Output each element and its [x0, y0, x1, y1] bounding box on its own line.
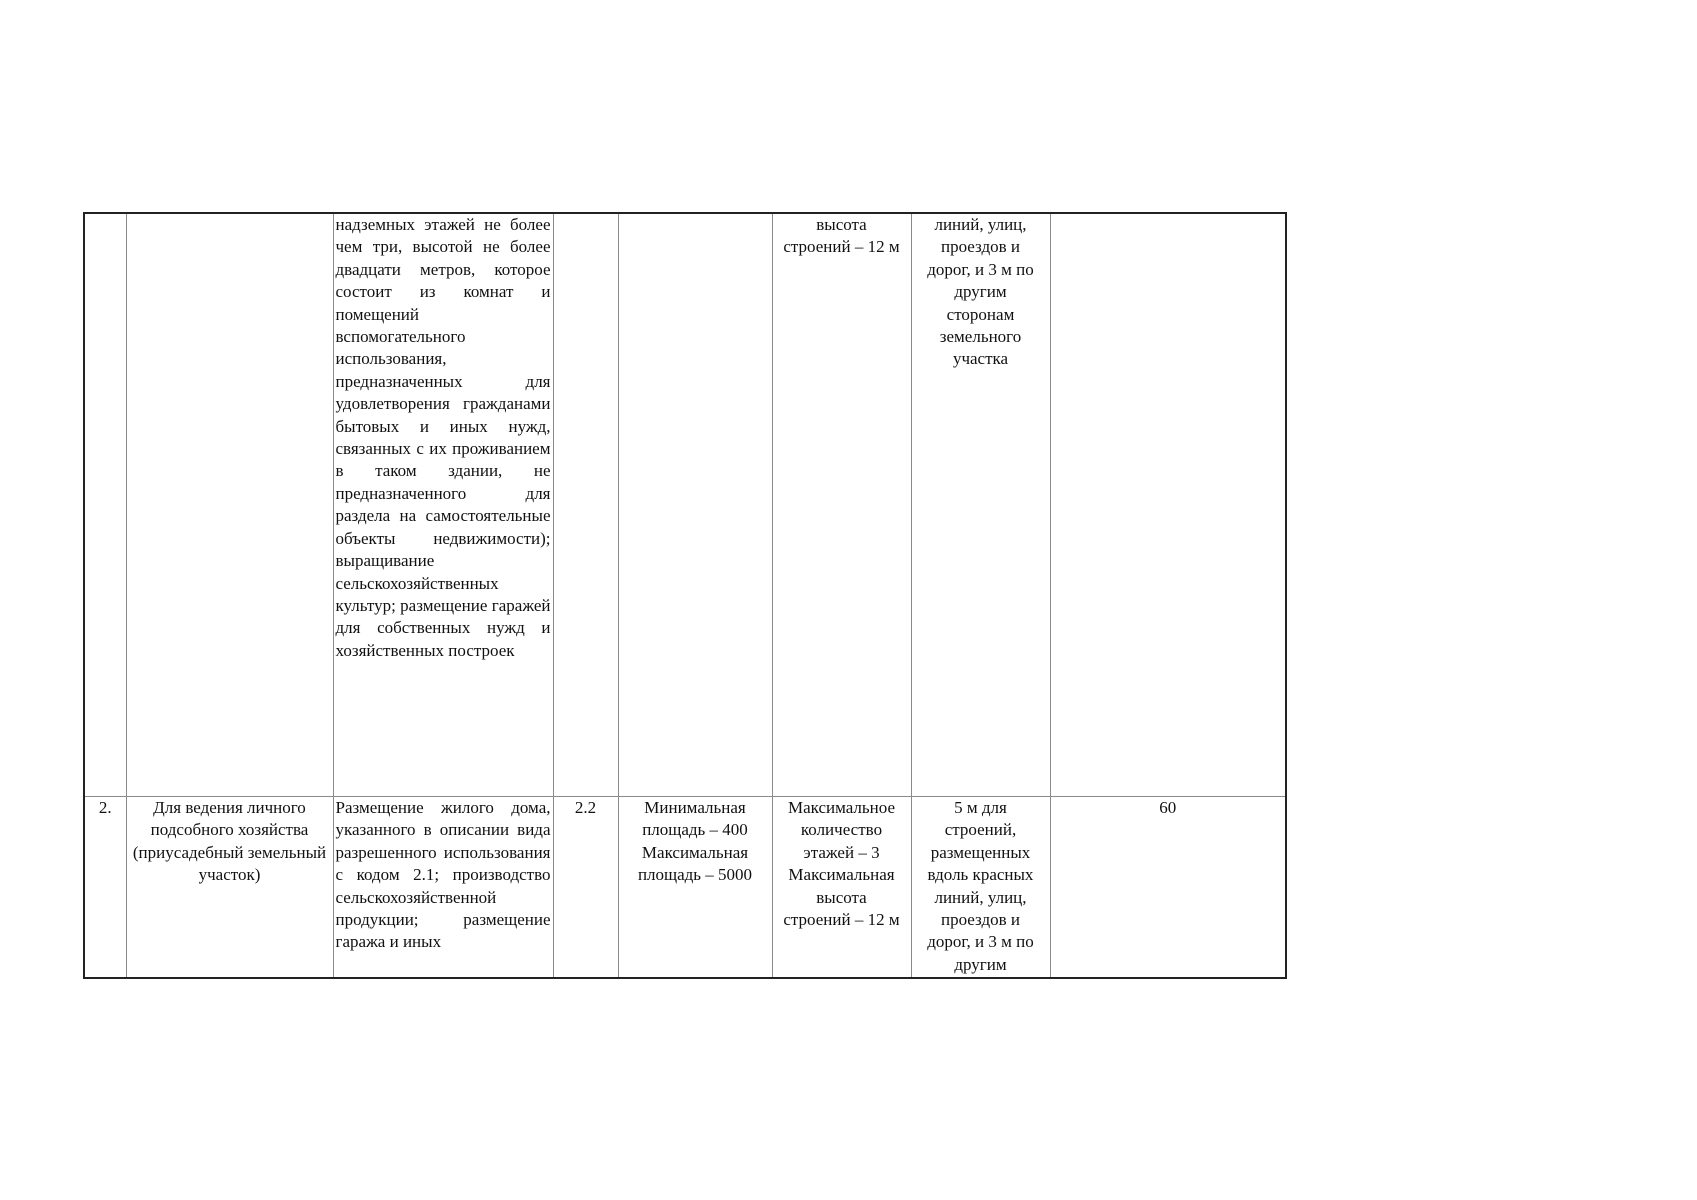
use-description-cell: Размещение жилого дома, указанного в описании вида разрешенного использования с кодом 2.1; производство сельскохозяйственной продукции; размещение гаража и иных [333, 797, 553, 979]
plot-area-cell: Минимальная площадь – 400 Максимальная площадь – 5000 [618, 797, 772, 979]
row-number-cell [84, 213, 126, 797]
use-description-cell: надземных этажей не более чем три, высотой не более двадцати метров, которое состоит из комнат и помещений вспомогательного использования, предназначенных для удовлетворения гражданами бытовых и иных нужд, связанных с их проживанием в таком здании, не предназначенного для раздела на самостоятельные объекты недвижимости); выращивание сельскохозяйственных культур; размещение гаражей для собственных нужд и хозяйственных построек [333, 213, 553, 797]
table-row [84, 213, 1286, 797]
row-number-cell: 2. [84, 797, 126, 979]
coverage-percent-cell: 60 [1050, 797, 1286, 979]
setback-cell: 5 м для строений, размещенных вдоль красных линий, улиц, проездов и дорог, и 3 м по другим [911, 797, 1050, 979]
use-code-cell: 2.2 [553, 797, 618, 979]
setback-cell: линий, улиц, проездов и дорог, и 3 м по другим сторонам земельного участка [911, 213, 1050, 797]
building-height-cell: Максимальное количество этажей – 3 Максимальная высота строений – 12 м [772, 797, 911, 979]
building-height-cell: высота строений – 12 м [772, 213, 911, 797]
coverage-percent-cell [1050, 213, 1286, 797]
use-name-cell [126, 213, 333, 797]
plot-area-cell [618, 213, 772, 797]
land-use-table [83, 212, 1287, 979]
use-code-cell [553, 213, 618, 797]
table-row [84, 797, 1286, 979]
use-name-cell: Для ведения личного подсобного хозяйства (приусадебный земельный участок) [126, 797, 333, 979]
